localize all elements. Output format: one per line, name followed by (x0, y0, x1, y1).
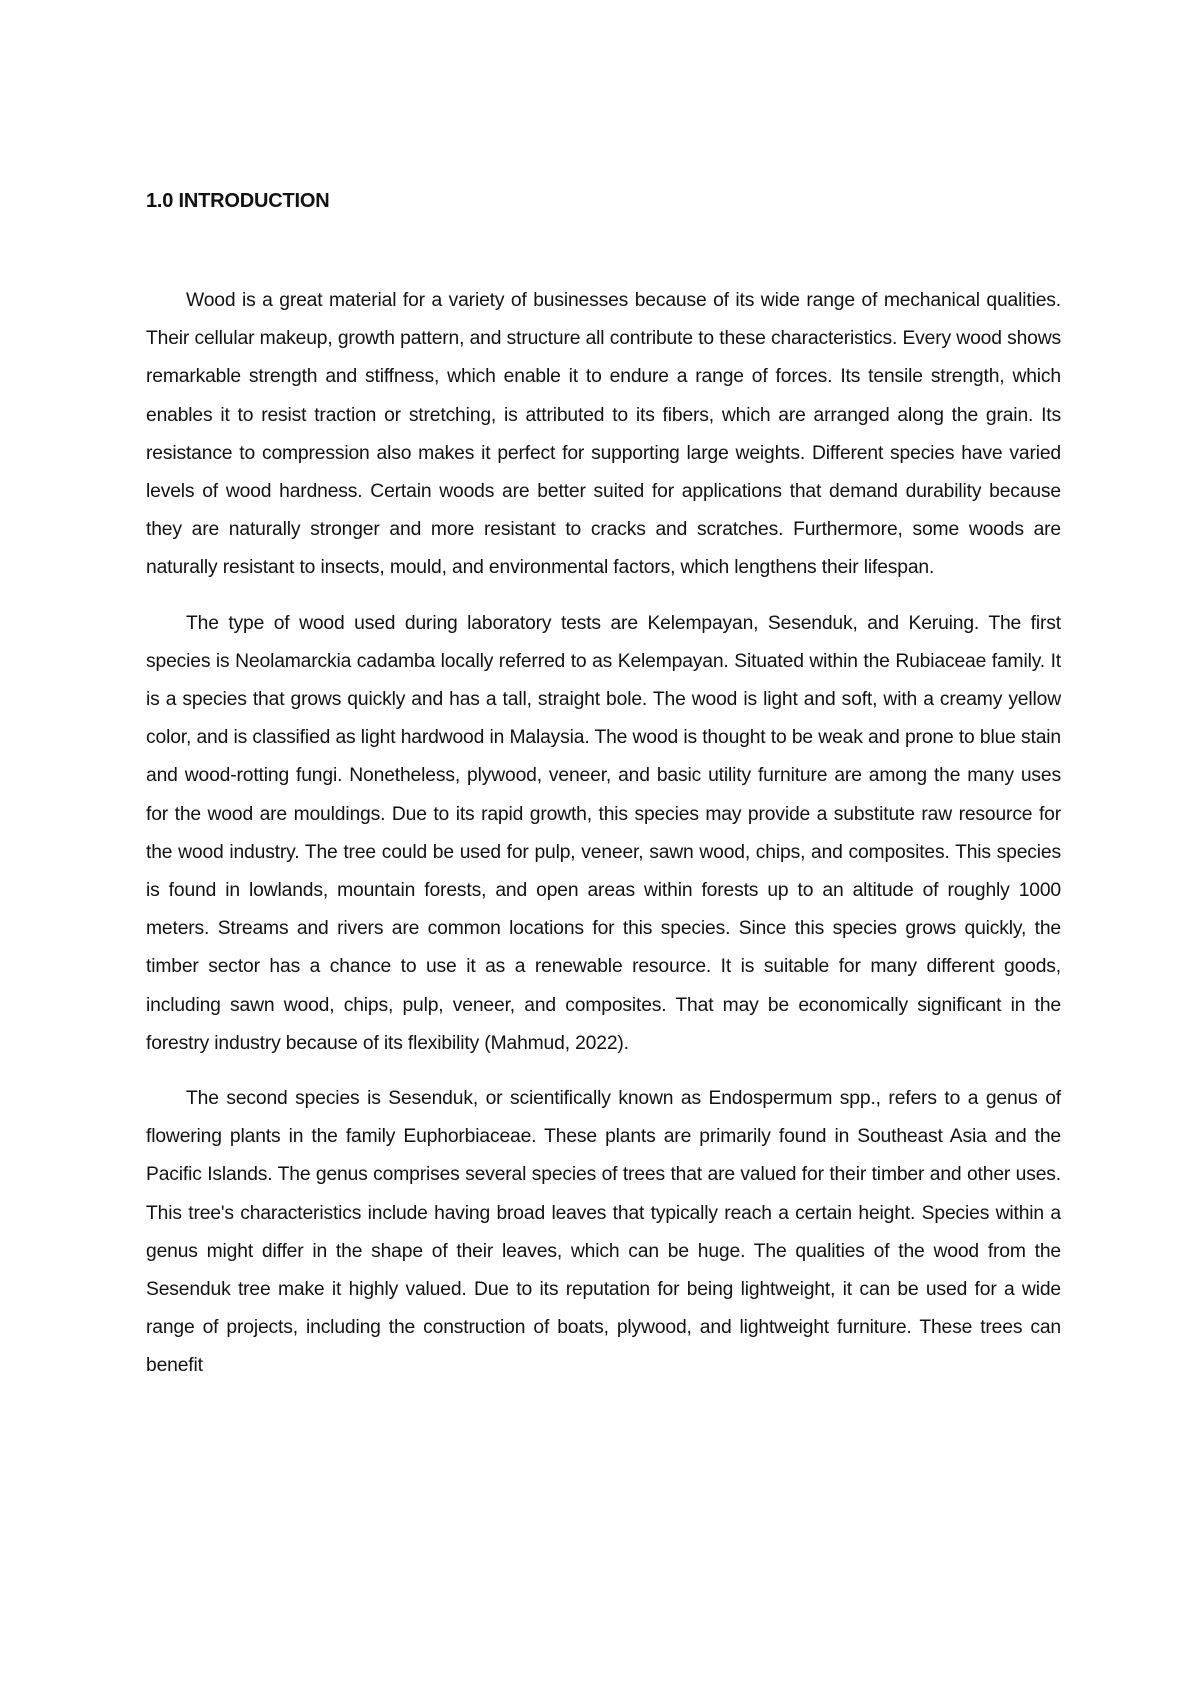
paragraph-kelempayan: The type of wood used during laboratory tests are Kelempayan, Sesenduk, and Keruing. The first species is Neolamarckia cadamba locally referred to as Kelempayan. Situated within the Rubiaceae family. It is a species that grows quickly and has a tall, straight bole. The wood is light and soft, with a creamy yellow color, and is classified as light hardwood in Malaysia. The wood is thought to be weak and prone to blue stain and wood-rotting fungi. Nonetheless, plywood, veneer, and basic utility furniture are among the many uses for the wood are mouldings. Due to its rapid growth, this species may provide a substitute raw resource for the wood industry. The tree could be used for pulp, veneer, sawn wood, chips, and composites. This species is found in lowlands, mountain forests, and open areas within forests up to an altitude of roughly 1000 meters. Streams and rivers are common locations for this species. Since this species grows quickly, the timber sector has a chance to use it as a renewable resource. It is suitable for many different goods, including sawn wood, chips, pulp, veneer, and composites. That may be economically significant in the forestry industry because of its flexibility (Mahmud, 2022). (146, 612, 1061, 1054)
body-text (146, 282, 1061, 1403)
section-heading: 1.0 INTRODUCTION (146, 190, 330, 212)
paragraph-wood-properties: Wood is a great material for a variety of businesses because of its wide range of mechanical qualities. Their cellular makeup, growth pattern, and structure all contribute to these characteristics. Every wood shows remarkable strength and stiffness, which enable it to endure a range of forces. Its tensile strength, which enables it to resist traction or stretching, is attributed to its fibers, which are arranged along the grain. Its resistance to compression also makes it perfect for supporting large weights. Different species have varied levels of wood hardness. Certain woods are better suited for applications that demand durability because they are naturally stronger and more resistant to cracks and scratches. Furthermore, some woods are naturally resistant to insects, mould, and environmental factors, which lengthens their lifespan. (146, 290, 1061, 579)
paragraph-sesenduk: The second species is Sesenduk, or scientifically known as Endospermum spp., refers to a genus of flowering plants in the family Euphorbiaceae. These plants are primarily found in Southeast Asia and the Pacific Islands. The genus comprises several species of trees that are valued for their timber and other uses. This tree's characteristics include having broad leaves that typically reach a certain height. Species within a genus might differ in the shape of their leaves, which can be huge. The qualities of the wood from the Sesenduk tree make it highly valued. Due to its reputation for being lightweight, it can be used for a wide range of projects, including the construction of boats, plywood, and lightweight furniture. These trees can benefit (146, 1088, 1061, 1377)
